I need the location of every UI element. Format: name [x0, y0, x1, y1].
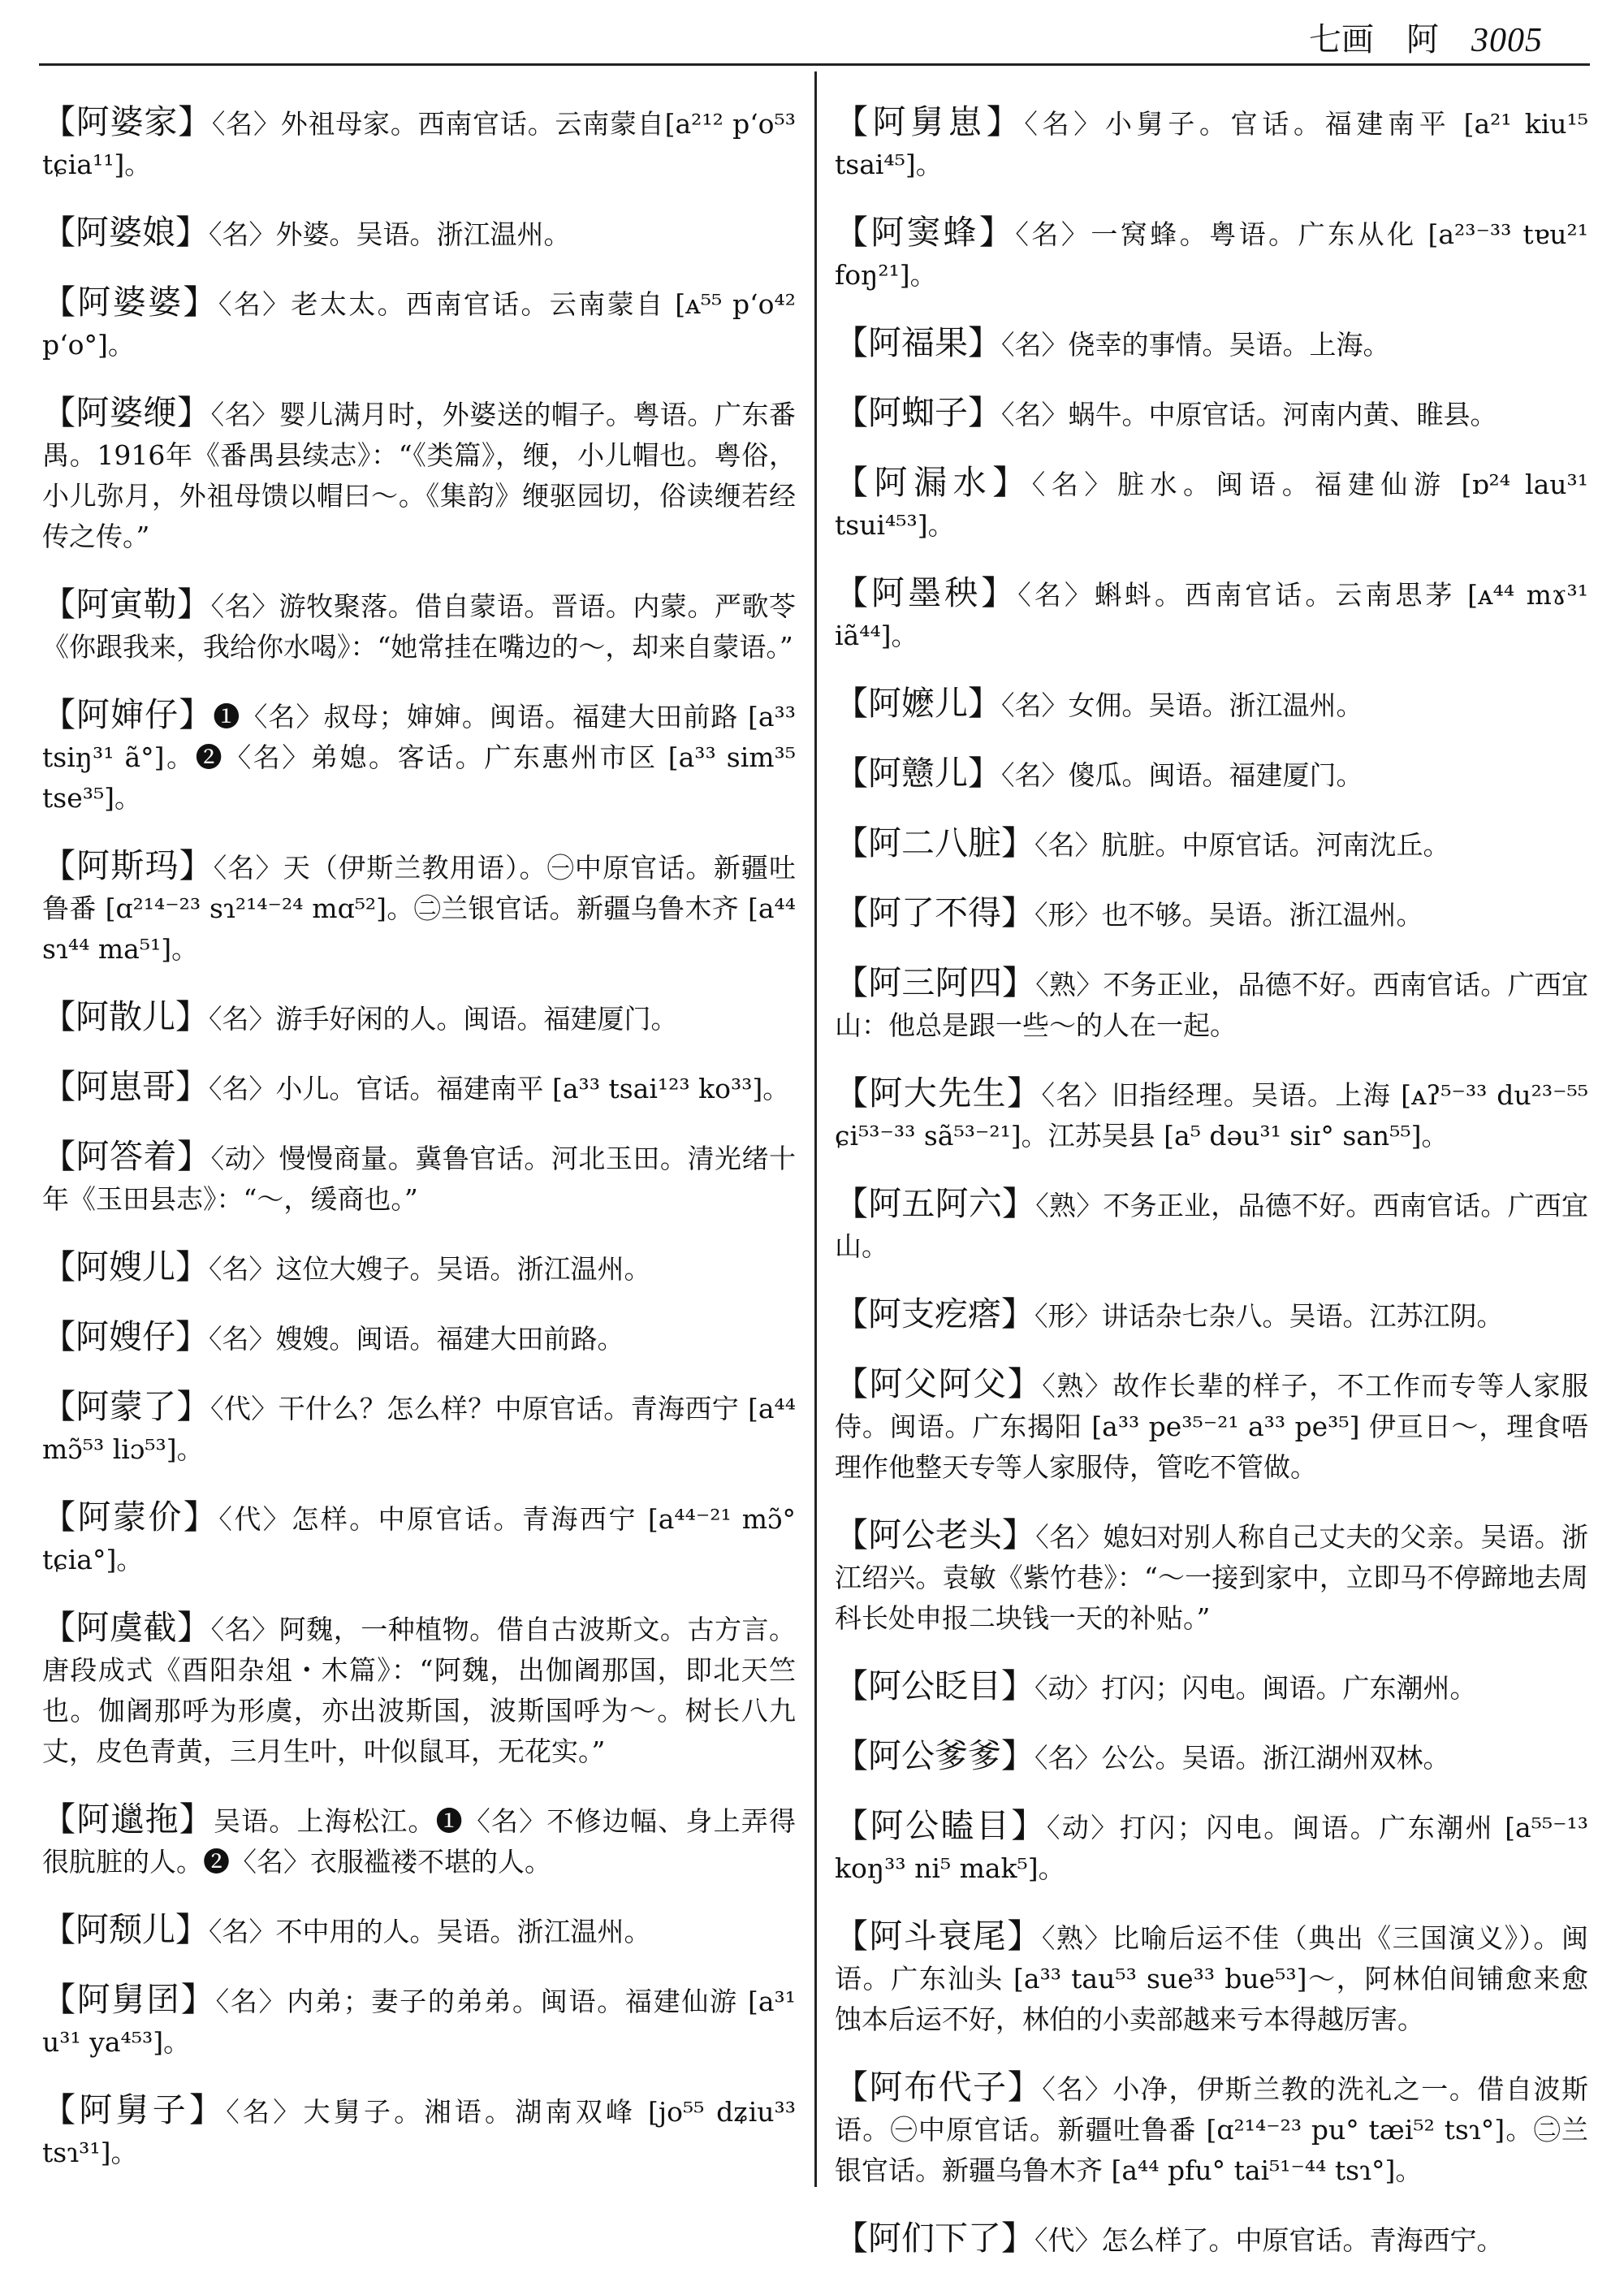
dictionary-entry	[42, 1136, 796, 1220]
column-divider	[814, 71, 817, 2187]
entry-definition: 〈形〉也不够。吴语。浙江温州。	[1034, 899, 1423, 931]
entry-headword: 【阿布代子】	[835, 2068, 1043, 2107]
entry-definition: ❶〈名〉叔母；婶婶。闽语。福建大田前路 [a³³ tsiŋ³¹ ã°]。❷〈名〉弟媳。客话。广东惠州市区 [a³³ sim³⁵ tse³⁵]。	[42, 701, 797, 814]
entry-headword: 【阿墨秧】	[835, 573, 1018, 612]
left-column	[42, 75, 796, 2181]
entry-definition: 〈名〉蜗牛。中原官话。河南内黄、睢县。	[1001, 399, 1497, 430]
entry-headword: 【阿公眨目】	[835, 1666, 1034, 1705]
dictionary-entry	[42, 392, 796, 557]
entry-headword: 【阿婶仔】	[42, 695, 214, 734]
entry-definition: 〈名〉肮脏。中原官话。河南沈丘。	[1034, 829, 1450, 861]
entry-headword: 【阿二八脏】	[835, 823, 1034, 862]
page-header	[1309, 15, 1543, 60]
dictionary-entry	[42, 1066, 796, 1109]
entry-definition: 〈名〉婴儿满月时，外婆送的帽子。粤语。广东番禺。1916年《番禺县续志》：“《类篇》，缏，小儿帽也。粤俗，小儿弥月，外祖母馈以帽曰～。《集韵》缏驱园切，俗读缏若经传之传。”	[42, 399, 797, 552]
header-section: 七画	[1309, 21, 1374, 58]
entry-headword: 【阿嫂仔】	[42, 1317, 209, 1356]
entry-definition: 〈代〉干什么？怎么样？中原官话。青海西宁 [a⁴⁴ mɔ̃⁵³ liɔ⁵³]。	[42, 1393, 797, 1465]
entry-definition: 〈名〉外祖母家。西南官话。云南蒙自[a²¹² p‘o⁵³ tɕia¹¹]。	[42, 108, 797, 180]
entry-headword: 【阿舅子】	[42, 2090, 227, 2129]
entry-definition: 〈熟〉不务正业，品德不好。西南官话。广西宜山。	[835, 1190, 1589, 1262]
dictionary-entry	[835, 102, 1588, 185]
entry-definition: 〈名〉阿魏，一种植物。借自古波斯文。古方言。唐段成式《酉阳杂俎・木篇》：“阿魏，出伽阇那国，即北天竺也。伽阇那呼为形虞，亦出波斯国，波斯国呼为～。树长八九丈，皮色青黄，三月生叶，叶似鼠耳，无花实。”	[42, 1614, 797, 1767]
dictionary-entry	[42, 2090, 796, 2173]
dictionary-entry	[42, 282, 796, 365]
entry-definition: 〈形〉讲话杂七杂八。吴语。江苏江阴。	[1034, 1300, 1504, 1332]
dictionary-entry	[42, 102, 796, 185]
entry-definition: 〈名〉小舅子。官话。福建南平 [a²¹ kiu¹⁵ tsai⁴⁵]。	[835, 108, 1589, 180]
entry-definition: 〈名〉老太太。西南官话。云南蒙自 [ᴀ⁵⁵ p‘o⁴² p‘o°]。	[42, 288, 796, 361]
entry-definition: 〈名〉游手好闲的人。闽语。福建厦门。	[209, 1003, 678, 1035]
entry-headword: 【阿五阿六】	[835, 1184, 1036, 1223]
entry-definition: 〈名〉天（伊斯兰教用语）。㊀中原官话。新疆吐鲁番 [ɑ²¹⁴⁻²³ sɿ²¹⁴⁻²⁴ mɑ⁵²]。㊁兰银官话。新疆乌鲁木齐 [a⁴⁴ sɿ⁴⁴ ma⁵¹]。	[42, 852, 797, 965]
entry-headword: 【阿散儿】	[42, 997, 209, 1036]
dictionary-entry	[42, 1979, 796, 2063]
entry-headword: 【阿们下了】	[835, 2219, 1034, 2258]
dictionary-entry	[835, 462, 1588, 546]
entry-headword: 【阿戆儿】	[835, 754, 1001, 793]
entry-headword: 【阿公瞌目】	[835, 1806, 1047, 1845]
dictionary-entry	[835, 1183, 1588, 1267]
entry-definition: 〈名〉一窝蜂。粤语。广东从化 [a²³⁻³³ tɐu²¹ foŋ²¹]。	[835, 218, 1589, 291]
dictionary-entry	[42, 1386, 796, 1470]
entry-definition: 〈熟〉故作长辈的样子，不工作而专等人家服侍。闽语。广东揭阳 [a³³ pe³⁵⁻²¹ a³³ pe³⁵] 伊亘日～，理食唔理作他整天专等人家服侍，管吃不管做。	[835, 1370, 1589, 1483]
entry-definition: 〈名〉侥幸的事情。吴语。上海。	[1001, 329, 1390, 361]
entry-headword: 【阿婆婆】	[42, 283, 218, 322]
dictionary-entry	[835, 1805, 1588, 1889]
dictionary-entry	[42, 1909, 796, 1952]
entry-definition: 〈名〉蝌蚪。西南官话。云南思茅 [ᴀ⁴⁴ mɤ³¹ iã⁴⁴]。	[835, 579, 1589, 651]
header-char: 阿	[1406, 21, 1439, 58]
entry-headword: 【阿嫂儿】	[42, 1247, 209, 1286]
dictionary-entry	[42, 845, 796, 970]
entry-definition: 〈名〉傻瓜。闽语。福建厦门。	[1001, 759, 1363, 791]
dictionary-entry	[835, 2067, 1588, 2191]
dictionary-entry	[42, 1316, 796, 1359]
entry-headword: 【阿婆娘】	[42, 213, 209, 252]
entry-definition: 〈名〉大舅子。湘语。湖南双峰 [jo⁵⁵ dʑiu³³ tsɿ³¹]。	[42, 2096, 796, 2168]
dictionary-entry	[835, 823, 1588, 866]
entry-definition: 〈动〉打闪；闪电。闽语。广东潮州 [a⁵⁵⁻¹³ koŋ³³ ni⁵ mak⁵]。	[835, 1812, 1589, 1884]
entry-headword: 【阿父阿父】	[835, 1364, 1043, 1403]
dictionary-entry	[835, 392, 1588, 435]
entry-headword: 【阿斯玛】	[42, 846, 214, 885]
entry-headword: 【阿舅崽】	[835, 102, 1025, 141]
entry-definition: 〈名〉这位大嫂子。吴语。浙江温州。	[209, 1253, 651, 1285]
entry-headword: 【阿嬷儿】	[835, 684, 1001, 723]
dictionary-entry	[835, 1073, 1588, 1156]
entry-headword: 【阿蜘子】	[835, 393, 1001, 432]
dictionary-entry	[42, 1607, 796, 1772]
entry-headword: 【阿支疙瘩】	[835, 1294, 1034, 1333]
dictionary-entry	[835, 683, 1588, 726]
entry-headword: 【阿蒙了】	[42, 1387, 210, 1426]
entry-headword: 【阿三阿四】	[835, 963, 1036, 1002]
dictionary-entry	[42, 694, 796, 819]
dictionary-entry	[835, 1666, 1588, 1709]
entry-definition: 〈名〉内弟；妻子的弟弟。闽语。福建仙游 [a³¹ u³¹ ya⁴⁵³]。	[42, 1986, 797, 2058]
dictionary-entry	[42, 1497, 796, 1580]
dictionary-entry	[835, 2218, 1588, 2261]
entry-definition: 〈名〉公公。吴语。浙江湖州双林。	[1034, 1742, 1450, 1774]
dictionary-entry	[42, 584, 796, 668]
entry-definition: 〈名〉媳妇对别人称自己丈夫的父亲。吴语。浙江绍兴。袁敏《紫竹巷》：“～一接到家中，立即马不停蹄地去周科长处申报二块钱一天的补贴。”	[835, 1521, 1589, 1634]
entry-headword: 【阿窦蜂】	[835, 213, 1016, 252]
dictionary-entry	[835, 212, 1588, 296]
entry-definition: 〈熟〉比喻后运不佳（典出《三国演义》）。闽语。广东汕头 [a³³ tau⁵³ sue³³ bue⁵³]～，阿林伯间铺愈来愈蚀本后运不好，林伯的小卖部越来亏本得越厉害。	[835, 1922, 1589, 2035]
entry-headword: 【阿漏水】	[835, 463, 1032, 502]
entry-headword: 【阿公爹爹】	[835, 1736, 1034, 1775]
dictionary-entry	[42, 1799, 796, 1882]
entry-headword: 【阿舅囝】	[42, 1980, 216, 2019]
entry-definition: 〈动〉慢慢商量。冀鲁官话。河北玉田。清光绪十年《玉田县志》：“～，缓商也。”	[42, 1143, 797, 1215]
entry-headword: 【阿颓儿】	[42, 1910, 209, 1949]
entry-definition: 〈名〉不中用的人。吴语。浙江温州。	[209, 1916, 651, 1947]
entry-headword: 【阿福果】	[835, 323, 1001, 362]
entry-headword: 【阿邋拖】	[42, 1800, 214, 1839]
dictionary-entry	[835, 1364, 1588, 1488]
entry-headword: 【阿大先生】	[835, 1074, 1042, 1113]
dictionary-entry	[835, 1735, 1588, 1778]
dictionary-entry	[835, 1916, 1588, 2040]
entry-definition: 〈名〉小净，伊斯兰教的洗礼之一。借自波斯语。㊀中原官话。新疆吐鲁番 [ɑ²¹⁴⁻²³ pu° tæi⁵² tsɿ°]。㊁兰银官话。新疆乌鲁木齐 [a⁴⁴ pfu° tai⁵¹⁻⁴⁴ tsɿ°]。	[835, 2073, 1589, 2186]
entry-definition: 〈名〉外婆。吴语。浙江温州。	[209, 218, 571, 250]
entry-definition: 〈代〉怎样。中原官话。青海西宁 [a⁴⁴⁻²¹ mɔ̃° tɕia°]。	[42, 1503, 797, 1575]
dictionary-entry	[42, 212, 796, 255]
header-rule	[39, 63, 1590, 66]
dictionary-entry	[835, 1515, 1588, 1639]
dictionary-entry	[42, 1247, 796, 1290]
dictionary-entry	[835, 322, 1588, 365]
entry-headword: 【阿了不得】	[835, 893, 1034, 932]
entry-headword: 【阿公老头】	[835, 1515, 1036, 1554]
entry-definition: 〈名〉脏水。闽语。福建仙游 [ɒ²⁴ lau³¹ tsui⁴⁵³]。	[835, 469, 1588, 541]
dictionary-entry	[835, 1294, 1588, 1337]
dictionary-entry	[835, 892, 1588, 936]
entry-definition: 〈熟〉不务正业，品德不好。西南官话。广西宜山：他总是跟一些～的人在一起。	[835, 969, 1589, 1041]
entry-headword: 【阿婆缏】	[42, 393, 211, 432]
dictionary-entry	[835, 962, 1588, 1046]
entry-headword: 【阿婆家】	[42, 102, 212, 141]
entry-headword: 【阿虞截】	[42, 1608, 211, 1647]
entry-definition: 〈动〉打闪；闪电。闽语。广东潮州。	[1034, 1672, 1477, 1704]
entry-headword: 【阿寅勒】	[42, 585, 211, 624]
dictionary-entry	[835, 573, 1588, 656]
dictionary-entry	[42, 996, 796, 1039]
right-column	[835, 75, 1588, 2269]
entry-definition: 〈名〉旧指经理。吴语。上海 [ᴀʔ⁵⁻³³ du²³⁻⁵⁵ ɕi⁵³⁻³³ sã⁵³⁻²¹]。江苏吴县 [a⁵ dəu³¹ siɪ° san⁵⁵]。	[835, 1079, 1589, 1152]
page-number: 3005	[1471, 22, 1543, 59]
entry-definition: 吴语。上海松江。❶〈名〉不修边幅、身上弄得很肮脏的人。❷〈名〉衣服褴褛不堪的人。	[42, 1805, 796, 1878]
entry-headword: 【阿斗衰尾】	[835, 1917, 1042, 1956]
entry-definition: 〈名〉小儿。官话。福建南平 [a³³ tsai¹²³ ko³³]。	[209, 1073, 790, 1104]
entry-definition: 〈代〉怎么样了。中原官话。青海西宁。	[1034, 2224, 1504, 2256]
entry-headword: 【阿蒙价】	[42, 1498, 219, 1536]
entry-definition: 〈名〉嫂嫂。闽语。福建大田前路。	[209, 1323, 624, 1355]
entry-definition: 〈名〉女佣。吴语。浙江温州。	[1001, 689, 1363, 721]
entry-headword: 【阿答着】	[42, 1137, 211, 1176]
entry-definition: 〈名〉游牧聚落。借自蒙语。晋语。内蒙。严歌苓《你跟我来，我给你水喝》：“她常挂在嘴边的～，却来自蒙语。”	[42, 590, 797, 663]
entry-headword: 【阿崽哥】	[42, 1067, 209, 1106]
dictionary-entry	[835, 753, 1588, 796]
